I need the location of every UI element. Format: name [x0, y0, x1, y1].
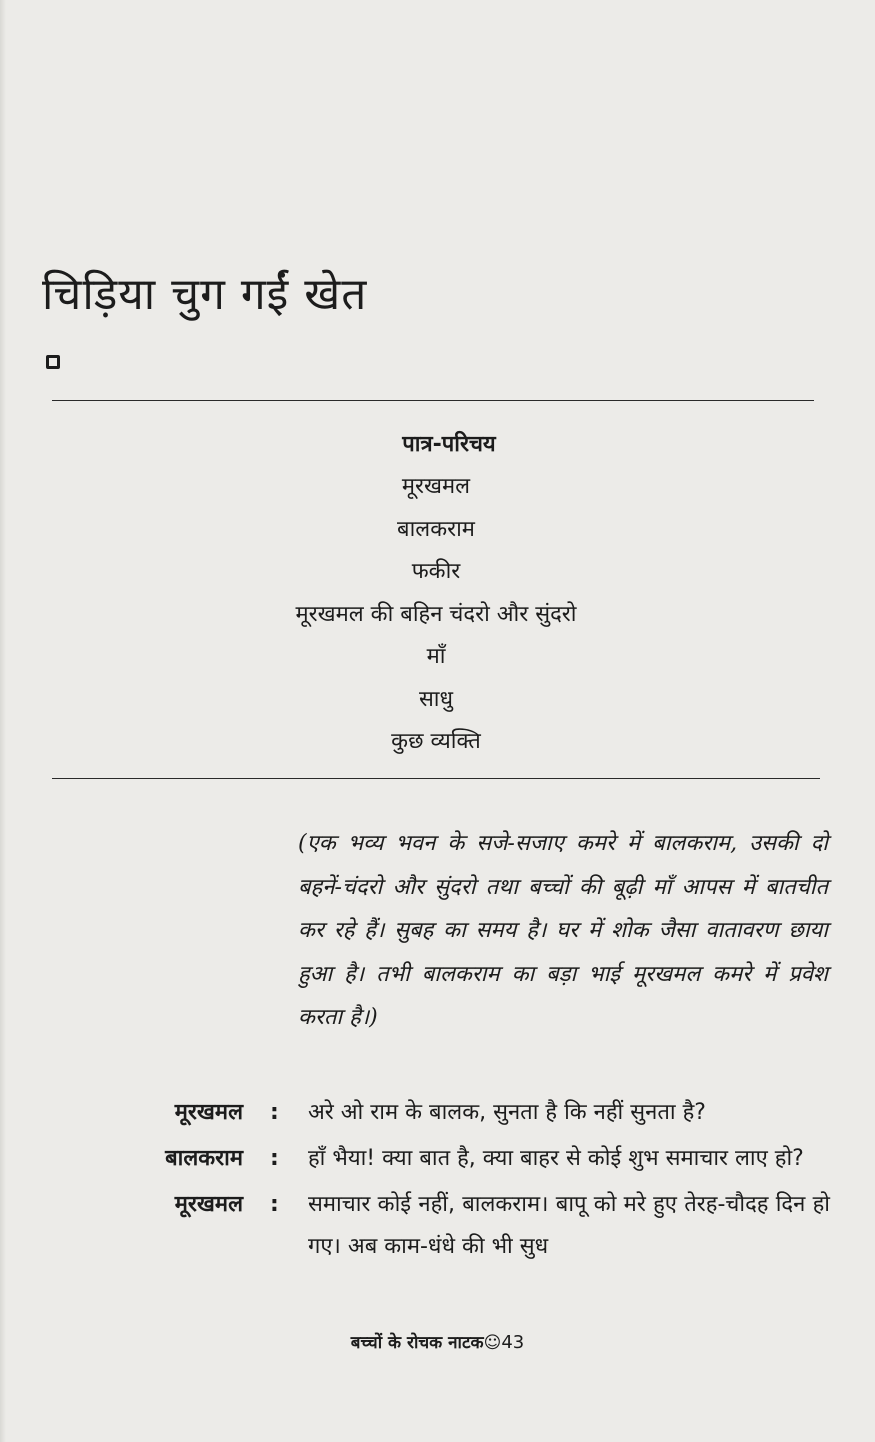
dialogue-line — [0, 1184, 875, 1268]
top-divider — [52, 400, 814, 401]
cast-member: बालकराम — [397, 516, 475, 542]
speaker-separator: : — [270, 1192, 279, 1217]
dialogue-section — [0, 1092, 875, 1272]
stage-direction: (एक भव्य भवन के सजे-सजाए कमरे में बालकराम, उसकी दो बहनें-चंदरो और सुंदरो तथा बच्चों की बूढ़ी माँ आपस में बातचीत कर रहे हैं। सुबह का समय है। घर में शोक जैसा वातावरण छाया हुआ है। तभी बालकराम का बड़ा भाई मूरखमल कमरे में प्रवेश करता है।) — [298, 831, 828, 1030]
speech-text: हाँ भैया! क्या बात है, क्या बाहर से कोई शुभ समाचार लाए हो? — [308, 1146, 804, 1171]
speaker-separator: : — [270, 1146, 279, 1171]
cast-section — [52, 424, 820, 764]
speaker-name: मूरखमल — [174, 1100, 243, 1125]
cast-member: साधु — [418, 686, 454, 712]
speaker-name: मूरखमल — [174, 1192, 243, 1217]
speech-text: अरे ओ राम के बालक, सुनता है कि नहीं सुनता है? — [308, 1100, 706, 1125]
square-bullet-icon — [46, 355, 60, 369]
cast-member: माँ — [426, 644, 446, 669]
dialogue-line — [0, 1138, 875, 1180]
book-title: बच्चों के रोचक नाटक — [350, 1333, 484, 1353]
cast-heading: पात्र-परिचय — [402, 432, 496, 457]
cast-member: कुछ व्यक्ति — [391, 729, 481, 754]
chapter-title: चिड़िया चुग गईं खेत — [42, 269, 368, 320]
speaker-name: बालकराम — [165, 1146, 243, 1171]
speaker-separator: : — [270, 1100, 279, 1125]
smiley-icon: ☺ — [483, 1333, 502, 1353]
page-number: 43 — [501, 1332, 525, 1353]
cast-member: फकीर — [411, 559, 461, 584]
page-footer — [0, 1330, 875, 1353]
bottom-divider — [52, 778, 820, 779]
dialogue-line — [0, 1092, 875, 1134]
speech-text: समाचार कोई नहीं, बालकराम। बापू को मरे हुए तेरह-चौदह दिन हो गए। अब काम-धंधे की भी सुध — [308, 1192, 830, 1259]
cast-member: मूरखमल — [401, 474, 471, 499]
cast-list — [52, 466, 820, 764]
cast-member: मूरखमल की बहिन चंदरो और सुंदरो — [295, 601, 577, 627]
